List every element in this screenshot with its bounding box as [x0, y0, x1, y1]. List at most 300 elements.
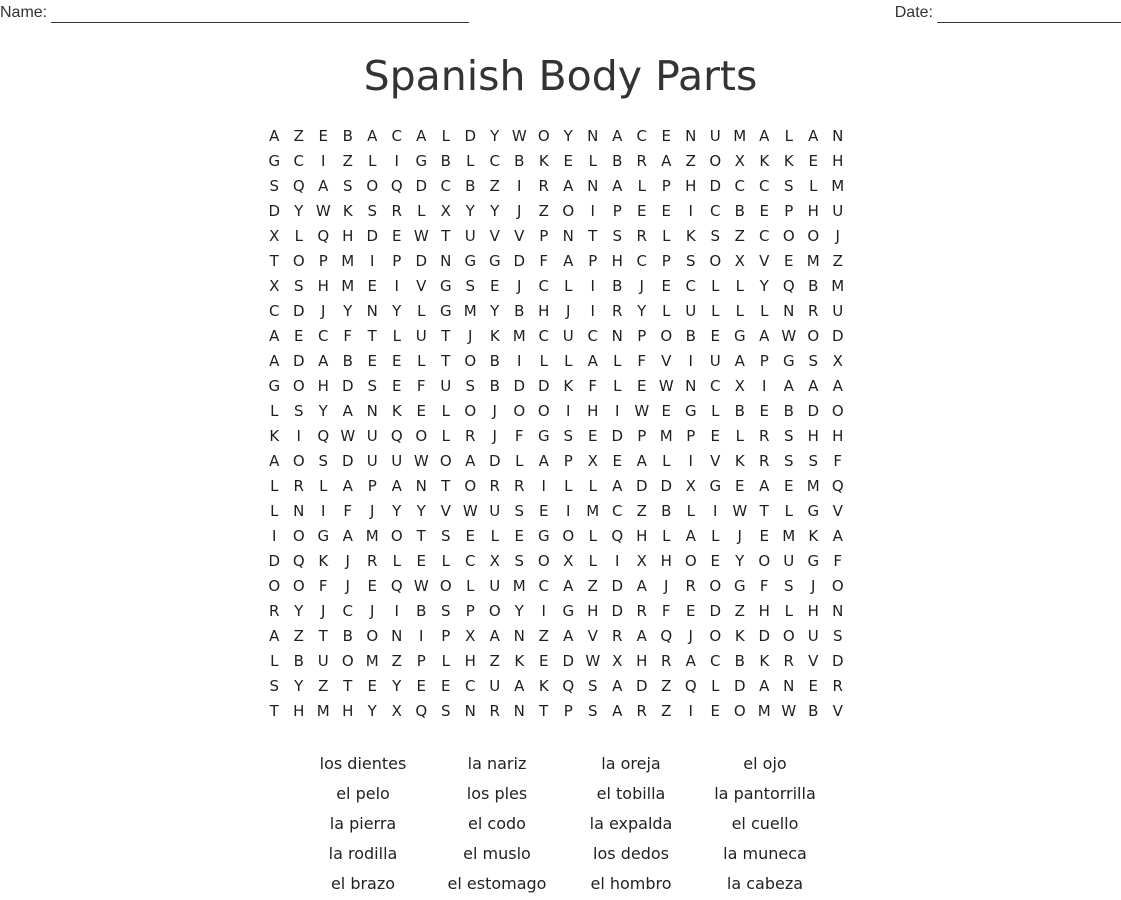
grid-letter[interactable]: T [269, 702, 279, 720]
grid-letter[interactable]: B [734, 402, 745, 420]
grid-letter[interactable]: C [465, 677, 476, 695]
grid-letter[interactable]: A [269, 127, 280, 145]
grid-letter[interactable]: A [318, 177, 329, 195]
grid-letter[interactable]: A [636, 452, 647, 470]
grid-letter[interactable]: T [588, 227, 598, 245]
grid-letter[interactable]: Y [514, 602, 524, 620]
grid-letter[interactable]: P [441, 627, 451, 645]
grid-letter[interactable]: U [709, 352, 721, 370]
grid-letter[interactable]: M [806, 477, 820, 495]
grid-letter[interactable]: X [685, 477, 696, 495]
grid-letter[interactable]: A [832, 377, 843, 395]
grid-letter[interactable]: E [539, 652, 549, 670]
grid-letter[interactable]: Q [782, 277, 795, 295]
grid-letter[interactable]: N [587, 127, 599, 145]
grid-letter[interactable]: D [268, 202, 281, 220]
grid-letter[interactable]: C [612, 502, 623, 520]
grid-letter[interactable]: E [539, 502, 549, 520]
grid-letter[interactable]: E [367, 352, 377, 370]
grid-letter[interactable]: Q [317, 427, 330, 445]
grid-letter[interactable]: H [660, 552, 672, 570]
grid-letter[interactable]: U [317, 652, 329, 670]
grid-letter[interactable]: J [566, 302, 571, 320]
grid-letter[interactable]: C [465, 552, 476, 570]
grid-letter[interactable]: T [343, 677, 353, 695]
grid-letter[interactable]: I [541, 477, 546, 495]
grid-letter[interactable]: S [587, 702, 598, 720]
grid-letter[interactable]: R [489, 477, 500, 495]
grid-letter[interactable]: J [370, 502, 375, 520]
grid-letter[interactable]: U [415, 327, 427, 345]
grid-letter[interactable]: R [293, 477, 304, 495]
grid-letter[interactable]: U [440, 377, 452, 395]
grid-letter[interactable]: M [831, 277, 845, 295]
grid-letter[interactable]: L [760, 302, 769, 320]
grid-letter[interactable]: D [611, 427, 624, 445]
grid-letter[interactable]: B [342, 127, 353, 145]
grid-letter[interactable]: L [417, 352, 426, 370]
grid-letter[interactable]: W [315, 202, 331, 220]
grid-letter[interactable]: F [833, 452, 843, 470]
grid-letter[interactable]: E [490, 277, 500, 295]
grid-letter[interactable]: L [613, 377, 622, 395]
grid-letter[interactable]: I [394, 277, 399, 295]
grid-letter[interactable]: I [517, 177, 522, 195]
grid-letter[interactable]: L [588, 527, 597, 545]
grid-letter[interactable]: S [367, 377, 378, 395]
grid-letter[interactable]: D [758, 627, 771, 645]
grid-letter[interactable]: F [637, 352, 647, 370]
grid-letter[interactable]: E [759, 527, 769, 545]
grid-letter[interactable]: T [269, 252, 279, 270]
grid-letter[interactable]: S [808, 452, 819, 470]
grid-letter[interactable]: H [807, 202, 819, 220]
grid-letter[interactable]: X [269, 227, 280, 245]
grid-letter[interactable]: E [808, 677, 818, 695]
grid-letter[interactable]: B [416, 602, 427, 620]
grid-letter[interactable]: A [734, 352, 745, 370]
grid-letter[interactable]: D [807, 402, 820, 420]
grid-letter[interactable]: P [416, 652, 426, 670]
grid-letter[interactable]: P [539, 227, 549, 245]
grid-letter[interactable]: L [564, 477, 573, 495]
grid-letter[interactable]: Q [415, 702, 428, 720]
grid-letter[interactable]: I [321, 502, 326, 520]
grid-letter[interactable]: L [270, 652, 279, 670]
grid-letter[interactable]: E [710, 327, 720, 345]
grid-letter[interactable]: Z [538, 202, 549, 220]
grid-letter[interactable]: P [367, 477, 377, 495]
grid-letter[interactable]: O [562, 527, 575, 545]
grid-letter[interactable]: Y [294, 202, 304, 220]
grid-letter[interactable]: O [807, 227, 820, 245]
name-field[interactable] [0, 3, 469, 23]
grid-letter[interactable]: L [711, 527, 720, 545]
grid-letter[interactable]: U [464, 227, 476, 245]
grid-letter[interactable]: C [710, 652, 721, 670]
grid-letter[interactable]: B [734, 652, 745, 670]
grid-letter[interactable]: V [832, 702, 843, 720]
grid-letter[interactable]: L [735, 302, 744, 320]
grid-letter[interactable]: E [441, 677, 451, 695]
grid-letter[interactable]: I [517, 352, 522, 370]
grid-letter[interactable]: Y [392, 677, 402, 695]
grid-letter[interactable]: P [318, 252, 328, 270]
grid-letter[interactable]: O [537, 552, 550, 570]
grid-letter[interactable]: A [685, 652, 696, 670]
grid-letter[interactable]: I [566, 402, 571, 420]
grid-letter[interactable]: S [685, 252, 696, 270]
grid-letter[interactable]: O [464, 402, 477, 420]
grid-letter[interactable]: B [489, 352, 500, 370]
grid-letter[interactable]: O [733, 702, 746, 720]
grid-letter[interactable]: S [612, 227, 623, 245]
grid-letter[interactable]: S [318, 452, 329, 470]
grid-letter[interactable]: D [660, 477, 673, 495]
grid-letter[interactable]: M [806, 252, 820, 270]
grid-letter[interactable]: W [511, 127, 527, 145]
grid-letter[interactable]: A [759, 327, 770, 345]
grid-letter[interactable]: R [636, 602, 647, 620]
grid-letter[interactable]: J [492, 402, 497, 420]
grid-letter[interactable]: E [465, 527, 475, 545]
grid-letter[interactable]: I [394, 152, 399, 170]
grid-letter[interactable]: D [292, 302, 305, 320]
grid-letter[interactable]: H [807, 602, 819, 620]
grid-letter[interactable]: X [612, 652, 623, 670]
grid-letter[interactable]: W [413, 227, 429, 245]
grid-letter[interactable]: D [488, 452, 501, 470]
grid-letter[interactable]: D [611, 602, 624, 620]
grid-letter[interactable]: Y [367, 702, 377, 720]
grid-letter[interactable]: O [390, 527, 403, 545]
grid-letter[interactable]: N [587, 177, 599, 195]
grid-letter[interactable]: F [833, 552, 843, 570]
grid-letter[interactable]: Q [684, 677, 697, 695]
grid-letter[interactable]: G [733, 327, 746, 345]
grid-letter[interactable]: Y [490, 127, 500, 145]
grid-letter[interactable]: C [587, 327, 598, 345]
grid-letter[interactable]: I [419, 627, 424, 645]
grid-letter[interactable]: S [563, 427, 574, 445]
grid-letter[interactable]: E [637, 377, 647, 395]
grid-letter[interactable]: A [342, 477, 353, 495]
grid-letter[interactable]: X [489, 552, 500, 570]
grid-letter[interactable]: L [711, 277, 720, 295]
grid-letter[interactable]: A [269, 352, 280, 370]
grid-letter[interactable]: H [317, 277, 329, 295]
grid-letter[interactable]: S [783, 577, 794, 595]
grid-letter[interactable]: L [613, 352, 622, 370]
grid-letter[interactable]: O [292, 377, 305, 395]
grid-letter[interactable]: S [367, 202, 378, 220]
grid-letter[interactable]: E [759, 202, 769, 220]
grid-letter[interactable]: P [759, 352, 769, 370]
grid-letter[interactable]: P [612, 202, 622, 220]
grid-letter[interactable]: L [588, 477, 597, 495]
grid-letter[interactable]: L [270, 402, 279, 420]
grid-letter[interactable]: S [783, 427, 794, 445]
grid-letter[interactable]: J [811, 577, 816, 595]
grid-letter[interactable]: K [514, 652, 525, 670]
grid-letter[interactable]: D [341, 452, 354, 470]
grid-letter[interactable]: E [367, 577, 377, 595]
grid-letter[interactable]: Z [587, 577, 598, 595]
grid-letter[interactable]: U [832, 302, 844, 320]
grid-letter[interactable]: X [465, 627, 476, 645]
grid-letter[interactable]: S [710, 227, 721, 245]
grid-letter[interactable]: J [517, 202, 522, 220]
grid-letter[interactable]: N [783, 677, 795, 695]
grid-letter[interactable]: K [734, 452, 745, 470]
grid-letter[interactable]: M [365, 527, 379, 545]
grid-letter[interactable]: O [782, 227, 795, 245]
grid-letter[interactable]: C [293, 152, 304, 170]
grid-letter[interactable]: U [562, 327, 574, 345]
grid-letter[interactable]: W [732, 502, 748, 520]
grid-letter[interactable]: L [564, 352, 573, 370]
grid-letter[interactable]: J [639, 277, 644, 295]
grid-letter[interactable]: G [807, 502, 820, 520]
grid-letter[interactable]: I [541, 602, 546, 620]
grid-letter[interactable]: A [563, 252, 574, 270]
grid-letter[interactable]: O [268, 577, 281, 595]
grid-letter[interactable]: I [590, 277, 595, 295]
grid-letter[interactable]: D [635, 677, 648, 695]
grid-letter[interactable]: O [439, 577, 452, 595]
grid-letter[interactable]: A [612, 127, 623, 145]
grid-letter[interactable]: A [465, 452, 476, 470]
grid-letter[interactable]: S [832, 627, 843, 645]
grid-letter[interactable]: P [392, 252, 402, 270]
grid-letter[interactable]: G [317, 527, 330, 545]
grid-letter[interactable]: L [441, 552, 450, 570]
grid-letter[interactable]: L [417, 202, 426, 220]
grid-letter[interactable]: X [832, 352, 843, 370]
grid-letter[interactable]: W [462, 502, 478, 520]
grid-letter[interactable]: S [269, 177, 280, 195]
grid-letter[interactable]: A [759, 477, 770, 495]
grid-letter[interactable]: J [345, 552, 350, 570]
grid-letter[interactable]: U [783, 552, 795, 570]
grid-letter[interactable]: S [514, 552, 525, 570]
grid-letter[interactable]: D [268, 552, 281, 570]
grid-letter[interactable]: E [710, 552, 720, 570]
grid-letter[interactable]: E [416, 402, 426, 420]
grid-letter[interactable]: E [392, 377, 402, 395]
grid-letter[interactable]: G [709, 477, 722, 495]
grid-letter[interactable]: A [636, 577, 647, 595]
grid-letter[interactable]: B [734, 202, 745, 220]
grid-letter[interactable]: B [440, 152, 451, 170]
grid-letter[interactable]: A [563, 577, 574, 595]
grid-letter[interactable]: A [318, 352, 329, 370]
grid-letter[interactable]: O [660, 327, 673, 345]
grid-letter[interactable]: Z [661, 702, 672, 720]
grid-letter[interactable]: K [734, 627, 745, 645]
grid-letter[interactable]: Q [611, 527, 624, 545]
grid-letter[interactable]: J [688, 627, 693, 645]
grid-letter[interactable]: L [466, 152, 475, 170]
grid-letter[interactable]: D [513, 252, 526, 270]
grid-letter[interactable]: A [783, 377, 794, 395]
grid-letter[interactable]: S [587, 677, 598, 695]
grid-letter[interactable]: B [685, 327, 696, 345]
grid-letter[interactable]: E [759, 402, 769, 420]
grid-letter[interactable]: A [269, 627, 280, 645]
grid-letter[interactable]: B [808, 702, 819, 720]
grid-letter[interactable]: A [269, 327, 280, 345]
grid-letter[interactable]: L [711, 302, 720, 320]
grid-letter[interactable]: G [268, 152, 281, 170]
grid-letter[interactable]: I [321, 152, 326, 170]
grid-letter[interactable]: F [588, 377, 598, 395]
grid-letter[interactable]: Z [342, 152, 353, 170]
grid-letter[interactable]: R [759, 427, 770, 445]
grid-letter[interactable]: O [831, 402, 844, 420]
grid-letter[interactable]: A [759, 127, 770, 145]
grid-letter[interactable]: L [441, 652, 450, 670]
grid-letter[interactable]: C [538, 327, 549, 345]
grid-letter[interactable]: Y [465, 202, 475, 220]
grid-letter[interactable]: Z [661, 677, 672, 695]
grid-letter[interactable]: M [341, 252, 355, 270]
grid-letter[interactable]: M [365, 652, 379, 670]
grid-letter[interactable]: D [341, 377, 354, 395]
grid-letter[interactable]: X [734, 152, 745, 170]
grid-letter[interactable]: A [832, 527, 843, 545]
grid-letter[interactable]: F [318, 577, 328, 595]
grid-letter[interactable]: L [662, 302, 671, 320]
grid-letter[interactable]: P [686, 427, 696, 445]
grid-letter[interactable]: I [370, 252, 375, 270]
grid-letter[interactable]: L [662, 227, 671, 245]
grid-letter[interactable]: V [587, 627, 598, 645]
grid-letter[interactable]: W [781, 327, 797, 345]
grid-letter[interactable]: S [269, 677, 280, 695]
grid-letter[interactable]: O [709, 252, 722, 270]
grid-letter[interactable]: L [539, 352, 548, 370]
grid-letter[interactable]: L [637, 177, 646, 195]
grid-letter[interactable]: T [416, 527, 426, 545]
grid-letter[interactable]: O [292, 577, 305, 595]
grid-letter[interactable]: D [464, 127, 477, 145]
grid-letter[interactable]: N [415, 477, 427, 495]
grid-letter[interactable]: E [735, 477, 745, 495]
grid-letter[interactable]: Z [391, 652, 402, 670]
grid-letter[interactable]: W [413, 452, 429, 470]
grid-letter[interactable]: N [293, 502, 305, 520]
grid-letter[interactable]: E [514, 527, 524, 545]
grid-letter[interactable]: T [441, 352, 451, 370]
grid-letter[interactable]: Z [489, 652, 500, 670]
grid-letter[interactable]: J [835, 227, 840, 245]
grid-letter[interactable]: B [342, 627, 353, 645]
grid-letter[interactable]: H [832, 152, 844, 170]
grid-letter[interactable]: L [686, 502, 695, 520]
grid-letter[interactable]: S [440, 527, 451, 545]
grid-letter[interactable]: A [685, 527, 696, 545]
grid-letter[interactable]: N [832, 602, 844, 620]
grid-letter[interactable]: M [831, 177, 845, 195]
grid-letter[interactable]: M [463, 302, 477, 320]
grid-letter[interactable]: X [269, 277, 280, 295]
grid-letter[interactable]: P [465, 602, 475, 620]
grid-letter[interactable]: N [562, 227, 574, 245]
grid-letter[interactable]: B [612, 277, 623, 295]
grid-letter[interactable]: H [587, 602, 599, 620]
grid-letter[interactable]: J [468, 327, 473, 345]
grid-letter[interactable]: D [709, 177, 722, 195]
grid-letter[interactable]: E [686, 602, 696, 620]
grid-letter[interactable]: H [464, 652, 476, 670]
grid-letter[interactable]: O [439, 452, 452, 470]
grid-letter[interactable]: A [612, 177, 623, 195]
grid-letter[interactable]: I [296, 427, 301, 445]
grid-letter[interactable]: A [538, 452, 549, 470]
grid-letter[interactable]: W [585, 652, 601, 670]
grid-letter[interactable]: A [563, 627, 574, 645]
grid-letter[interactable]: W [658, 377, 674, 395]
grid-letter[interactable]: D [415, 252, 428, 270]
grid-letter[interactable]: N [366, 302, 378, 320]
grid-letter[interactable]: T [539, 702, 549, 720]
grid-letter[interactable]: H [587, 402, 599, 420]
grid-letter[interactable]: H [832, 427, 844, 445]
grid-letter[interactable]: J [664, 577, 669, 595]
grid-letter[interactable]: X [636, 552, 647, 570]
grid-letter[interactable]: N [685, 377, 697, 395]
grid-letter[interactable]: S [440, 702, 451, 720]
grid-letter[interactable]: L [319, 477, 328, 495]
grid-letter[interactable]: W [413, 577, 429, 595]
grid-letter[interactable]: O [366, 177, 379, 195]
grid-letter[interactable]: M [341, 277, 355, 295]
grid-letter[interactable]: A [269, 452, 280, 470]
grid-letter[interactable]: Z [685, 152, 696, 170]
grid-letter[interactable]: Y [416, 502, 426, 520]
grid-letter[interactable]: K [269, 427, 280, 445]
grid-letter[interactable]: I [272, 527, 277, 545]
grid-letter[interactable]: C [710, 377, 721, 395]
grid-letter[interactable]: D [562, 652, 575, 670]
grid-letter[interactable]: A [416, 127, 427, 145]
grid-letter[interactable]: V [440, 502, 451, 520]
grid-letter[interactable]: A [661, 152, 672, 170]
grid-letter[interactable]: O [831, 577, 844, 595]
grid-letter[interactable]: L [662, 527, 671, 545]
grid-letter[interactable]: R [514, 477, 525, 495]
grid-letter[interactable]: L [809, 177, 818, 195]
grid-letter[interactable]: Q [831, 477, 844, 495]
grid-letter[interactable]: A [612, 677, 623, 695]
grid-letter[interactable]: C [685, 277, 696, 295]
grid-letter[interactable]: Y [563, 127, 573, 145]
grid-letter[interactable]: Y [637, 302, 647, 320]
date-underline[interactable] [937, 6, 1121, 23]
grid-letter[interactable]: R [832, 677, 843, 695]
grid-letter[interactable]: S [293, 402, 304, 420]
grid-letter[interactable]: I [688, 202, 693, 220]
grid-letter[interactable]: O [562, 202, 575, 220]
grid-letter[interactable]: O [292, 252, 305, 270]
grid-letter[interactable]: O [709, 152, 722, 170]
grid-letter[interactable]: U [366, 452, 378, 470]
grid-letter[interactable]: G [684, 402, 697, 420]
grid-letter[interactable]: U [489, 677, 501, 695]
grid-letter[interactable]: E [661, 402, 671, 420]
grid-letter[interactable]: T [441, 327, 451, 345]
